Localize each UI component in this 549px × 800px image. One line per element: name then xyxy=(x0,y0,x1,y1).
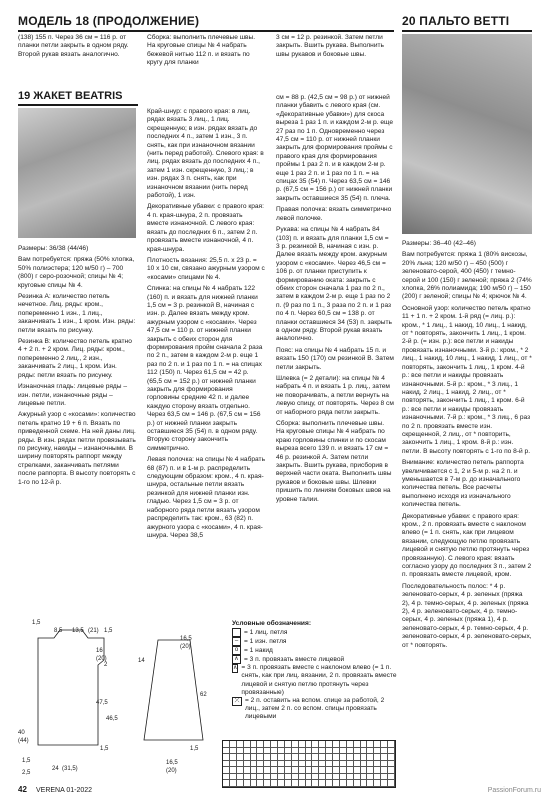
chart-cell xyxy=(361,761,368,768)
chart-cell xyxy=(292,780,299,787)
chart-cell xyxy=(278,780,285,787)
legend-item xyxy=(232,655,397,664)
stripe-sequence: Последовательность полос: * 4 р. зеленовато-серых, 4 р. зеленых (пряжа 2), 4 р. темно-серых, 4 р. зеленых (пряжа 2), 4 р. зеленовато-серых, 4 р. темно-серых, 4 р. зеленых (пряжа 1), 4 р. зеленовато-серых, 4 р. темно-серых, 4 р. зеленовато-серых, 4 р. зеленовато-серых, от * повторять. xyxy=(402,582,532,649)
chart-cell xyxy=(299,761,306,768)
dim-label: (20) xyxy=(96,656,107,662)
chart-cell xyxy=(333,780,340,787)
chart-cell xyxy=(361,774,368,781)
model-18-title: МОДЕЛЬ 18 (ПРОДОЛЖЕНИЕ) xyxy=(18,14,200,28)
chart-cell xyxy=(319,780,326,787)
chart-cell xyxy=(388,761,395,768)
chart-cell xyxy=(285,780,292,787)
purl-stitch: Изнаночная гладь: лицевые ряды – изн. петли, изнаночные ряды – лицевые петли. xyxy=(18,383,127,407)
rib-b: Резинка В: количество петель кратно 4 + 2 п. + 2 кром. Лиц. ряды: кром., попеременно 2 лиц., 2 изн., заканчивать 2 лиц., 1 кром. Изн. ряды: петли вязать по рисунку. xyxy=(18,338,132,379)
dim-label: (20) xyxy=(166,768,177,774)
legend-label: = 1 изн. петля xyxy=(244,637,287,645)
belt: Пояс: на спицы № 4 набрать 15 п. и вязать 150 (170) см резинкой В. Затем петли закрыть. xyxy=(276,346,394,371)
chart-cell xyxy=(278,748,285,755)
page-number: 42 xyxy=(18,785,27,794)
magazine-name: VERENA 01-2022 xyxy=(36,787,93,794)
chart-cell xyxy=(230,774,237,781)
dim-label: 24 xyxy=(52,766,59,772)
chart-cell xyxy=(361,748,368,755)
edge-cord: Край-шнур: с правого края: в лиц. рядах вязать 3 лиц., 1 лиц. скрещенную; в изн. рядах вязать до последних 4 п., затем 1 изн., 3 п. снять, как при изнаночном вязании (нить перед работой). Слевого края: в лиц. рядах вязать до последних 4 п., затем 1 изн. скрещенную, 3 лиц.; в изн. рядах 3 п. снять, как при изнаночном вязании (нить перед работой), 1 изн. xyxy=(147,108,264,200)
chart-cell xyxy=(306,761,313,768)
chart-cell xyxy=(292,761,299,768)
dim-label: 2 xyxy=(104,662,108,668)
materials: Вам потребуется: пряжа (50% хлопка, 50% полиэстера; 120 м/50 г) – 700 (800) г серо-розочной; спицы № 4; круговые спицы № 4. xyxy=(18,256,135,289)
chart-cell xyxy=(251,774,258,781)
chart-cell xyxy=(354,774,361,781)
model18-text-2 xyxy=(147,34,265,76)
chart-cell xyxy=(230,761,237,768)
legend-label: = 1 накид xyxy=(244,646,273,654)
chart-cell xyxy=(278,774,285,781)
sleeves: Рукава: на спицы № 4 набрать 84 (103) п. и вязать для планки 1,5 см = 3 р. резинкой В, начиная с изн. р. Далее вязать между кром. ажурным узором с «косами». Через 46,5 см = 106 р. от планки приступить к формированию оката: закрыть с обеих сторон сначала 1 раз по 2 п., затем в каждом 2-м р. еще 1 раз по 2 п. (9 раз по 1 п., 3 раза по 2 п. и 1 раз по 4 п. Через 60,5 см = 138 р. от планки оставшиеся 34 (53) п. закрыть в одном ряду. Второй рукав вязать аналогично. xyxy=(276,226,392,343)
legend-label: = 3 п. провязать вместе с наклоном влево (= 1 п. снять, как при лиц. вязании, 2 п. провязать вместе лицевой и снятую петлю протянуть через провязанные) xyxy=(241,664,397,696)
gauge: Плотность вязания: 25,5 п. х 23 р. = 10 х 10 см, связано ажурным узором с «косами» спицами № 4. xyxy=(147,256,265,281)
chart-cell xyxy=(292,748,299,755)
model-19-photo xyxy=(18,108,136,238)
chart-cell xyxy=(285,774,292,781)
dim-label: 14 xyxy=(138,658,145,664)
chart-cell xyxy=(271,774,278,781)
legend-item xyxy=(232,664,397,697)
chart-cell xyxy=(230,748,237,755)
chart-cell xyxy=(306,748,313,755)
model19-column-3 xyxy=(276,94,394,650)
header-rule-left xyxy=(18,30,394,32)
legend-title: Условные обозначения: xyxy=(232,620,312,627)
model-20-title: 20 ПАЛЬТО BETTI xyxy=(402,14,510,28)
chart-cell xyxy=(374,761,381,768)
back: Спинка: на спицы № 4 набрать 122 (160) п. и вязать для нижней планки 1,5 см = 3 р. резинкой В, начиная с изн. р. Далее вязать между кром. ажурным узором с «косами». Через 47,5 см = 110 р. от нижней планки закрыть с обеих сторон для формирования пройм сначала 2 раза по 2 п., затем в каждом 2-м р. еще 1 раз по 2 п. и 1 раз по 1 п. = на спицах 112 (150) п. Через 61,5 см = 42 р. (65,5 см = 152 р.) от нижней планки закрыть для формирования горловины средние 42 п. и далее каждую сторону вязать отдельно. Через 63,5 см = 146 р. (67,5 см = 156 р.) от нижней планки закрыть оставшиеся 35 (54) п. в одном ряду. Вторую сторону закончить симметрично. xyxy=(147,285,263,452)
sizes: Размеры: 36–40 (42–46) xyxy=(402,240,476,247)
chart-cell xyxy=(333,774,340,781)
dim-label: 1,5 xyxy=(190,746,199,752)
chart-cell xyxy=(367,774,374,781)
stitch-chart xyxy=(222,740,396,788)
chart-cell xyxy=(340,774,347,781)
chart-cell xyxy=(257,780,264,787)
chart-cell xyxy=(223,761,230,768)
right-front: Правая полочка: вязать симметрично левой полочке. xyxy=(276,206,392,222)
chart-cell xyxy=(381,761,388,768)
chart-cell xyxy=(312,780,319,787)
chart-cell xyxy=(326,774,333,781)
materials: Вам потребуется: пряжа 1 (80% вискозы, 20% льна; 120 м/50 г) – 450 (500) г зеленовато-серой, 400 (450) г темно-серой и 100 (150) г зеленой; пряжа 2 (74% хлопка, 26% полиамида; 190 м/50 г) – 150 (200) г зеленой; спицы № 4; крючок № 4. xyxy=(402,251,532,301)
legend-item xyxy=(232,637,397,646)
chart-cell xyxy=(319,748,326,755)
watermark: PassionForum.ru xyxy=(487,787,541,794)
deco-decreases: Декоративные убавки: с правого края: кром., 2 п. провязать вместе с наклоном влево (= 1 п. снять, как при лицевом вязании, следующую петлю провязать лицевой и снятую петлю протянуть через провязанную). С левого края: вязать согласно узору до последних 3 п., затем 2 п. провязать вместе лицевой, кром. xyxy=(402,512,532,579)
chart-cell xyxy=(285,761,292,768)
model-19-title: 19 ЖАКЕТ BEATRIS xyxy=(18,90,123,102)
chart-cell xyxy=(340,748,347,755)
legend-item xyxy=(232,628,397,637)
chart-cell xyxy=(271,748,278,755)
chart-cell xyxy=(347,761,354,768)
chart-cell xyxy=(374,748,381,755)
chart-cell xyxy=(292,774,299,781)
chart-cell xyxy=(388,780,395,787)
knit-symbol-icon xyxy=(232,628,241,637)
dim-label: 16,5 xyxy=(180,636,192,642)
left-front: Левая полочка: на спицы № 4 набрать 68 (87) п. и в 1-м р. распределить следующим образом: кром., 4 п. края-шнура, остальные петли вязать резинкой для нижней планки изн. гладью. Через 1,5 см = 3 р. от наборного ряда петли вязать узором распределить так: кром., 63 (82) п. ажурного узора с «косами», 4 п. края-шнура. Через 38,5 xyxy=(147,456,265,539)
dim-label: 1,5 xyxy=(22,758,31,764)
dim-label: (20) xyxy=(180,644,191,650)
chart-cell xyxy=(244,774,251,781)
back-outline xyxy=(38,630,104,745)
dim-label: 47,5 xyxy=(96,700,108,706)
chart-cell xyxy=(278,761,285,768)
dim-label: 8,5 xyxy=(54,628,63,634)
dim-label: 1,5 xyxy=(100,746,109,752)
dim-label: 46,5 xyxy=(106,716,118,722)
belt-loops: Шлевка (= 2 детали): на спицы № 4 набрать 4 п. и вязать 1 р. лиц., затем не поворачивать, а петли вернуть на левую спицу, от повторять. Через 8 см от наборного ряда петли закрыть. xyxy=(276,375,394,416)
chart-cell xyxy=(388,774,395,781)
dim-label: 40 xyxy=(18,730,25,736)
chart-cell xyxy=(306,780,313,787)
chart-cell xyxy=(264,748,271,755)
chart-cell xyxy=(381,774,388,781)
chart-cell xyxy=(257,748,264,755)
legend xyxy=(232,620,397,722)
model18-paragraph: Сборка: выполнить плечевые швы. На круговые спицы № 4 набрать бежевой нитью 112 п. и вязать по кругу для планки xyxy=(147,34,256,67)
model20-column xyxy=(402,240,532,775)
chart-cell xyxy=(271,780,278,787)
model18-text-3 xyxy=(276,34,394,76)
chart-cell xyxy=(264,780,271,787)
chart-cell xyxy=(326,748,333,755)
chart-cell xyxy=(299,780,306,787)
chart-cell xyxy=(223,780,230,787)
chart-cell xyxy=(244,780,251,787)
chart-cell xyxy=(257,774,264,781)
chart-cell xyxy=(361,780,368,787)
left-front-cont: см = 88 р. (42,5 см = 98 р.) от нижней планки убавить с левого края (см. «Декоративные убавки») для скоса выреза 1 раз 1 п. и каждом 2-м р. еще 27 раз по 1 п. Одновременно через 47,5 см = 110 р. от нижней планки закрыть для формирования проймы с правого края для формирования проймы 1 раз 2 п. и в каждом 2-м р. еще 1 раз 2 п. и 1 раз по 1 п. = на спицах 35 (54) п. Через 63,5 см = 146 р. (67,5 см = 156 р.) от нижней планки закрыть оставшиеся 35 (54) п. плеча. xyxy=(276,94,394,202)
chart-cell xyxy=(306,774,313,781)
chart-cell xyxy=(374,780,381,787)
sizes: Размеры: 36/38 (44/46) xyxy=(18,245,89,252)
chart-cell xyxy=(367,761,374,768)
assembly: Сборка: выполнить плечевые швы. На круговые спицы № 4 набрать по краю горловины спинки и по скосам выреза всего 139 п. и вязать 17 см = 46 р. резинкой А. Затем петли закрыть. Вшить рукава, присборив в верхней части оката. Выполнить швы рукавов и боковые швы. Шлевки пришить по линиям боковых швов на уровне талии. xyxy=(276,420,392,503)
chart-cell xyxy=(312,761,319,768)
dim-label: (44) xyxy=(18,738,29,744)
dim-label: (31,5) xyxy=(62,766,78,772)
chart-cell xyxy=(257,761,264,768)
chart-cell xyxy=(340,761,347,768)
note: Внимание: количество петель раппорта увеличивается с 1, 2 и 5-м р. на 2 п. и уменьшается в 7-м р. до изначального количества петель. Все расчеты выполнено исходя из изначального количества петель. xyxy=(402,459,524,509)
chart-cell xyxy=(354,748,361,755)
k3tog-symbol-icon: ∧ xyxy=(232,655,241,664)
dim-label: 13,5 xyxy=(72,628,84,634)
chart-cell xyxy=(333,761,340,768)
chart-cell xyxy=(230,780,237,787)
chart-cell xyxy=(285,748,292,755)
chart-cell xyxy=(299,774,306,781)
chart-cell xyxy=(326,761,333,768)
dim-label: 2,5 xyxy=(22,770,31,776)
dim-label: 1,5 xyxy=(32,620,41,626)
chart-cell xyxy=(299,748,306,755)
sleeve-outline xyxy=(144,640,203,740)
yarn-over-symbol-icon: o xyxy=(232,646,241,655)
main-pattern: Основной узор: количество петель кратно 11 + 1 п. + 2 кром. 1-й ряд (= лиц. р.): кром., * 1 лиц., 1 накид, 10 лиц., 1 накид, от * повторять, закончить 1 лиц., 1 кром. 2-й р. (= изн. р.): все петли и накиды провязать изнаночными. 3-й р.: кром., * 2 лиц., 1 накид, 10 лиц., 1 накид, 1 лиц., от * повторять, закончить 1 лиц., 1 кром. 4-й р.: все петли и накиды провязать изнаночными. 5-й р.: кром., * 3 лиц., 1 накид, 2 лиц., 1 накид, 2 лиц., от * повторять, закончить 1 лиц., 1 кром. 6-й р.: все петли и накиды провязать изнаночными. 7-й р.: кром., * 3 лиц., 6 раз по 2 п. провязать вместе изн. скрещенной, 2 лиц., от * повторить, закончить 1 лиц., 1 кром. 8-й р.: изн. петли. В высоту повторять с 1-го по 8-й р. xyxy=(402,304,532,455)
chart-cell xyxy=(237,748,244,755)
chart-cell xyxy=(319,774,326,781)
legend-label: = 1 лиц. петля xyxy=(244,628,288,636)
header-rule-right xyxy=(402,30,532,32)
model18-paragraph: (138) 155 п. Через 36 см = 116 р. от планки петли закрыть в одном ряду. Второй рукав вязать аналогично. xyxy=(18,34,129,58)
chart-cell xyxy=(388,748,395,755)
chart-cell xyxy=(237,761,244,768)
cable-symbol-icon: ⤫ xyxy=(232,697,242,706)
sk2p-symbol-icon: ∧ xyxy=(233,665,238,672)
dim-label: 16,5 xyxy=(166,760,178,766)
chart-cell xyxy=(237,774,244,781)
chart-cell xyxy=(312,748,319,755)
chart-cell xyxy=(244,761,251,768)
chart-cell xyxy=(340,780,347,787)
section-rule xyxy=(18,104,138,106)
chart-cell xyxy=(381,780,388,787)
chart-cell xyxy=(354,780,361,787)
model19-column-2 xyxy=(147,108,265,650)
chart-cell xyxy=(347,774,354,781)
chart-cell xyxy=(367,748,374,755)
chart-cell xyxy=(251,748,258,755)
chart-cell xyxy=(223,774,230,781)
lace-pattern: Ажурный узор с «косами»: количество петель кратно 19 + 6 п. Вязать по приведенной схеме. На ней даны лиц. ряды. В изн. рядах петли провязывать по рисунку, накиды – изнаночными. В ширину повторять раппорт между стрелками, заканчивать петлями после раппорта. В высоту повторять с 1-го по 12-й р. xyxy=(18,411,136,486)
chart-cell xyxy=(367,780,374,787)
legend-label: = 2 п. оставить на вспом. спице за работой, 2 лиц., затем 2 п. со вспом. спицы провязать лицевыми xyxy=(244,697,385,721)
chart-cell xyxy=(223,748,230,755)
legend-label: = 3 п. провязать вместе лицевой xyxy=(244,655,345,663)
chart-cell xyxy=(347,748,354,755)
chart-cell xyxy=(264,761,271,768)
legend-item xyxy=(232,697,397,722)
chart-cell xyxy=(347,780,354,787)
dim-label: 62 xyxy=(200,692,207,698)
chart-cell xyxy=(271,761,278,768)
model19-column-1 xyxy=(18,245,136,615)
legend-item xyxy=(232,646,397,655)
model18-text-1 xyxy=(18,34,136,76)
chart-cell xyxy=(381,748,388,755)
chart-cell xyxy=(264,774,271,781)
chart-cell xyxy=(312,774,319,781)
chart-cell xyxy=(319,761,326,768)
rib-a: Резинка А: количество петель нечетное. Лиц. ряды: кром., попеременно 1 изн., 1 лиц., заканчивать 1 изн., 1 кром. Изн. ряды: петли вязать по рисунку. xyxy=(18,293,136,334)
deco-decreases: Декоративные убавки: с правого края: 4 п. края-шнура, 2 п. провязать вместе изнаночной. С левого края: вязать до последних 6 п., затем 2 п. провязать вместе изнаночной, 4 п. края-шнура. xyxy=(147,203,264,253)
model18-paragraph: 3 см = 12 р. резинкой. Затем петли закрыть. Вшить рукава. Выполнить швы рукавов и боковые швы. xyxy=(276,34,384,58)
chart-cell xyxy=(251,780,258,787)
model-20-photo xyxy=(402,34,532,234)
chart-cell xyxy=(244,748,251,755)
chart-cell xyxy=(326,780,333,787)
chart-cell xyxy=(374,774,381,781)
chart-cell xyxy=(251,761,258,768)
purl-symbol-icon: – xyxy=(232,637,241,646)
dim-label: 16 xyxy=(96,648,103,654)
chart-cell xyxy=(354,761,361,768)
chart-cell xyxy=(237,780,244,787)
dim-label: 1,5 xyxy=(104,628,113,634)
dim-label: (21) xyxy=(88,628,99,634)
chart-cell xyxy=(333,748,340,755)
